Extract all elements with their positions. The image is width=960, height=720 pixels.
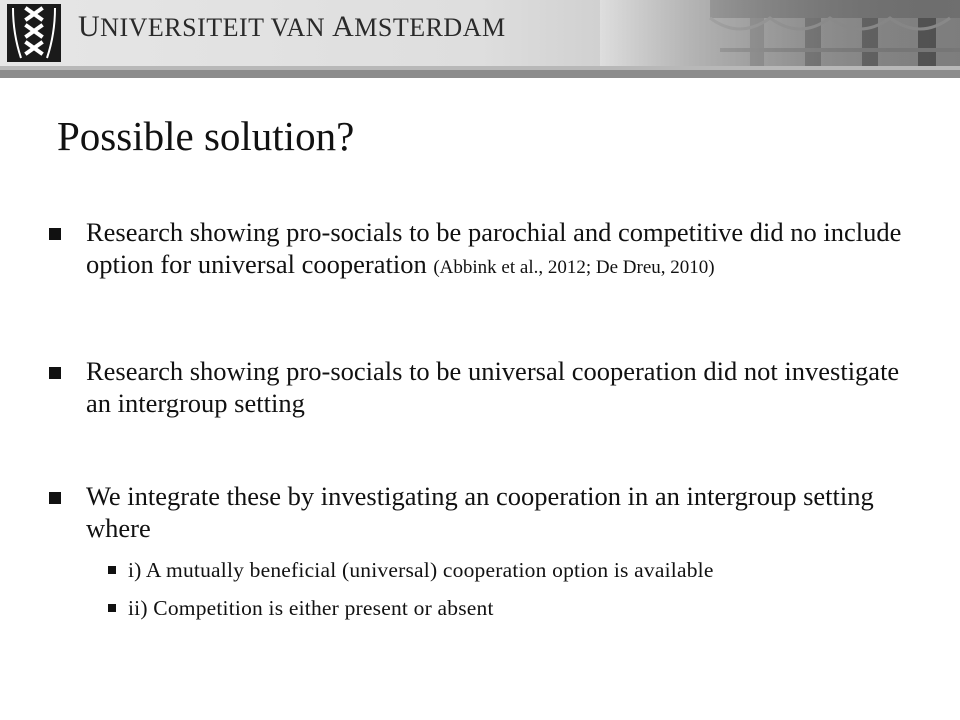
bullet-text: Research showing pro-socials to be parochial and competitive did no include option for universal cooperation (Abbink et al., 2012; De Dreu, 2010) (86, 217, 902, 279)
slide-title: Possible solution? (57, 113, 355, 159)
university-name: UNIVERSITEIT VAN AMSTERDAM (78, 10, 506, 43)
bullet-text: Research showing pro-socials to be universal cooperation did not investigate an intergroup setting (86, 356, 900, 418)
small-square-bullet-icon (108, 604, 116, 612)
square-bullet-icon (49, 228, 61, 240)
square-bullet-icon (49, 492, 61, 504)
citation: (Abbink et al., 2012; De Dreu, 2010) (433, 257, 715, 278)
sub-bullet-text: i) A mutually beneficial (universal) cooperation option is available (128, 558, 714, 582)
square-bullet-icon (49, 367, 61, 379)
sub-bullet-text: ii) Competition is either present or absent (128, 596, 494, 620)
bullet-text: We integrate these by investigating an cooperation in an intergroup setting where (86, 481, 874, 543)
small-square-bullet-icon (108, 566, 116, 574)
